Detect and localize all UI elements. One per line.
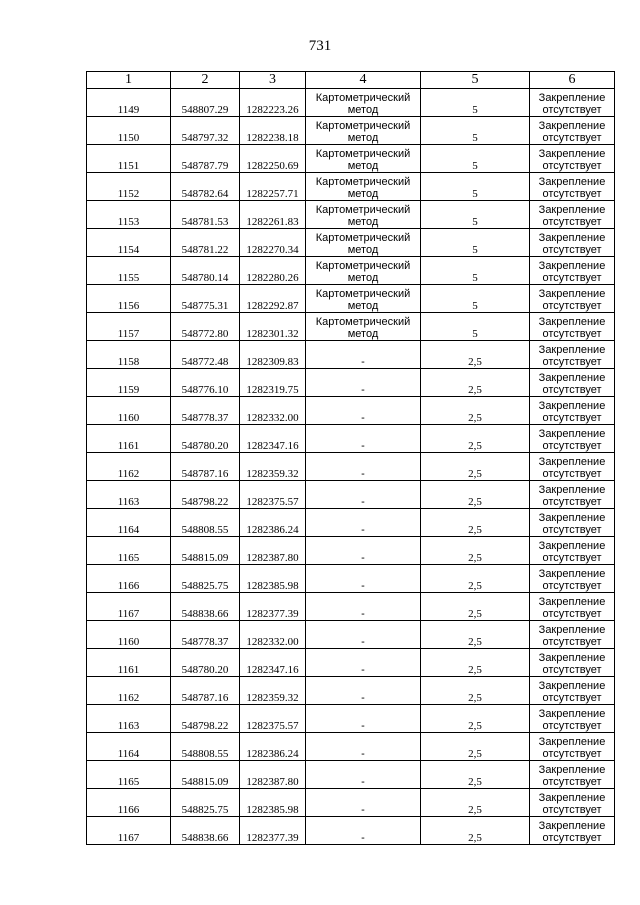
accuracy-cell: 2,5 [421, 817, 530, 845]
fixing-cell: Закрепление отсутствует [530, 649, 615, 677]
table-row [87, 649, 615, 677]
table-row [87, 313, 615, 341]
method-cell: - [306, 397, 421, 425]
method-cell: - [306, 369, 421, 397]
table-row [87, 257, 615, 285]
table-row [87, 173, 615, 201]
x-coordinate-cell: 548781.22 [171, 229, 240, 257]
x-coordinate-cell: 548798.22 [171, 705, 240, 733]
point-number-cell: 1162 [87, 453, 171, 481]
y-coordinate-cell: 1282257.71 [240, 173, 306, 201]
fixing-cell: Закрепление отсутствует [530, 705, 615, 733]
accuracy-cell: 2,5 [421, 733, 530, 761]
x-coordinate-cell: 548838.66 [171, 593, 240, 621]
y-coordinate-cell: 1282309.83 [240, 341, 306, 369]
accuracy-cell: 5 [421, 89, 530, 117]
fixing-cell: Закрепление отсутствует [530, 593, 615, 621]
x-coordinate-cell: 548838.66 [171, 817, 240, 845]
header-cell: 2 [171, 72, 240, 89]
y-coordinate-cell: 1282387.80 [240, 761, 306, 789]
x-coordinate-cell: 548775.31 [171, 285, 240, 313]
fixing-cell: Закрепление отсутствует [530, 369, 615, 397]
fixing-cell: Закрепление отсутствует [530, 565, 615, 593]
accuracy-cell: 2,5 [421, 341, 530, 369]
accuracy-cell: 5 [421, 257, 530, 285]
method-cell: - [306, 341, 421, 369]
table-row [87, 509, 615, 537]
y-coordinate-cell: 1282347.16 [240, 425, 306, 453]
y-coordinate-cell: 1282359.32 [240, 677, 306, 705]
y-coordinate-cell: 1282375.57 [240, 705, 306, 733]
accuracy-cell: 5 [421, 201, 530, 229]
x-coordinate-cell: 548778.37 [171, 621, 240, 649]
y-coordinate-cell: 1282385.98 [240, 565, 306, 593]
method-cell: - [306, 677, 421, 705]
y-coordinate-cell: 1282377.39 [240, 817, 306, 845]
y-coordinate-cell: 1282386.24 [240, 733, 306, 761]
fixing-cell: Закрепление отсутствует [530, 229, 615, 257]
x-coordinate-cell: 548781.53 [171, 201, 240, 229]
y-coordinate-cell: 1282319.75 [240, 369, 306, 397]
y-coordinate-cell: 1282238.18 [240, 117, 306, 145]
point-number-cell: 1161 [87, 649, 171, 677]
y-coordinate-cell: 1282387.80 [240, 537, 306, 565]
header-cell: 1 [87, 72, 171, 89]
method-cell: - [306, 761, 421, 789]
y-coordinate-cell: 1282386.24 [240, 509, 306, 537]
table-row [87, 229, 615, 257]
accuracy-cell: 2,5 [421, 425, 530, 453]
y-coordinate-cell: 1282377.39 [240, 593, 306, 621]
x-coordinate-cell: 548797.32 [171, 117, 240, 145]
fixing-cell: Закрепление отсутствует [530, 341, 615, 369]
x-coordinate-cell: 548780.20 [171, 649, 240, 677]
point-number-cell: 1165 [87, 761, 171, 789]
point-number-cell: 1160 [87, 397, 171, 425]
table-body [87, 89, 615, 845]
y-coordinate-cell: 1282250.69 [240, 145, 306, 173]
y-coordinate-cell: 1282301.32 [240, 313, 306, 341]
table-row [87, 565, 615, 593]
table-row [87, 593, 615, 621]
point-number-cell: 1164 [87, 733, 171, 761]
fixing-cell: Закрепление отсутствует [530, 677, 615, 705]
x-coordinate-cell: 548808.55 [171, 733, 240, 761]
x-coordinate-cell: 548798.22 [171, 481, 240, 509]
fixing-cell: Закрепление отсутствует [530, 481, 615, 509]
header-cell: 4 [306, 72, 421, 89]
page-number: 731 [308, 38, 332, 54]
accuracy-cell: 2,5 [421, 509, 530, 537]
x-coordinate-cell: 548772.48 [171, 341, 240, 369]
point-number-cell: 1161 [87, 425, 171, 453]
point-number-cell: 1166 [87, 789, 171, 817]
x-coordinate-cell: 548780.20 [171, 425, 240, 453]
method-cell: Картометрический метод [306, 89, 421, 117]
point-number-cell: 1150 [87, 117, 171, 145]
accuracy-cell: 2,5 [421, 789, 530, 817]
x-coordinate-cell: 548776.10 [171, 369, 240, 397]
table-row [87, 145, 615, 173]
y-coordinate-cell: 1282223.26 [240, 89, 306, 117]
table-row [87, 621, 615, 649]
table-row [87, 369, 615, 397]
point-number-cell: 1166 [87, 565, 171, 593]
x-coordinate-cell: 548782.64 [171, 173, 240, 201]
accuracy-cell: 2,5 [421, 621, 530, 649]
point-number-cell: 1151 [87, 145, 171, 173]
fixing-cell: Закрепление отсутствует [530, 733, 615, 761]
point-number-cell: 1167 [87, 593, 171, 621]
accuracy-cell: 5 [421, 117, 530, 145]
method-cell: Картометрический метод [306, 229, 421, 257]
y-coordinate-cell: 1282292.87 [240, 285, 306, 313]
method-cell: Картометрический метод [306, 257, 421, 285]
table-row [87, 397, 615, 425]
table-row [87, 341, 615, 369]
method-cell: - [306, 565, 421, 593]
fixing-cell: Закрепление отсутствует [530, 89, 615, 117]
method-cell: - [306, 509, 421, 537]
fixing-cell: Закрепление отсутствует [530, 397, 615, 425]
table-row [87, 537, 615, 565]
point-number-cell: 1153 [87, 201, 171, 229]
accuracy-cell: 5 [421, 173, 530, 201]
point-number-cell: 1163 [87, 481, 171, 509]
table-row [87, 89, 615, 117]
x-coordinate-cell: 548815.09 [171, 761, 240, 789]
fixing-cell: Закрепление отсутствует [530, 425, 615, 453]
point-number-cell: 1158 [87, 341, 171, 369]
fixing-cell: Закрепление отсутствует [530, 789, 615, 817]
method-cell: Картометрический метод [306, 145, 421, 173]
accuracy-cell: 2,5 [421, 565, 530, 593]
x-coordinate-cell: 548772.80 [171, 313, 240, 341]
header-cell: 5 [421, 72, 530, 89]
point-number-cell: 1159 [87, 369, 171, 397]
fixing-cell: Закрепление отсутствует [530, 285, 615, 313]
fixing-cell: Закрепление отсутствует [530, 201, 615, 229]
fixing-cell: Закрепление отсутствует [530, 313, 615, 341]
x-coordinate-cell: 548825.75 [171, 565, 240, 593]
method-cell: - [306, 705, 421, 733]
x-coordinate-cell: 548787.79 [171, 145, 240, 173]
x-coordinate-cell: 548787.16 [171, 677, 240, 705]
accuracy-cell: 2,5 [421, 537, 530, 565]
method-cell: - [306, 733, 421, 761]
table-row [87, 285, 615, 313]
fixing-cell: Закрепление отсутствует [530, 173, 615, 201]
point-number-cell: 1149 [87, 89, 171, 117]
point-number-cell: 1152 [87, 173, 171, 201]
header-cell: 6 [530, 72, 615, 89]
y-coordinate-cell: 1282332.00 [240, 397, 306, 425]
method-cell: Картометрический метод [306, 313, 421, 341]
point-number-cell: 1154 [87, 229, 171, 257]
fixing-cell: Закрепление отсутствует [530, 621, 615, 649]
x-coordinate-cell: 548780.14 [171, 257, 240, 285]
table-row [87, 481, 615, 509]
accuracy-cell: 2,5 [421, 705, 530, 733]
fixing-cell: Закрепление отсутствует [530, 537, 615, 565]
table-row [87, 201, 615, 229]
coordinates-table [86, 71, 615, 845]
point-number-cell: 1162 [87, 677, 171, 705]
y-coordinate-cell: 1282359.32 [240, 453, 306, 481]
method-cell: Картометрический метод [306, 201, 421, 229]
point-number-cell: 1156 [87, 285, 171, 313]
table-header-row [87, 72, 615, 89]
x-coordinate-cell: 548778.37 [171, 397, 240, 425]
fixing-cell: Закрепление отсутствует [530, 817, 615, 845]
method-cell: Картометрический метод [306, 117, 421, 145]
table-row [87, 425, 615, 453]
fixing-cell: Закрепление отсутствует [530, 453, 615, 481]
method-cell: - [306, 537, 421, 565]
accuracy-cell: 5 [421, 229, 530, 257]
fixing-cell: Закрепление отсутствует [530, 761, 615, 789]
x-coordinate-cell: 548807.29 [171, 89, 240, 117]
accuracy-cell: 2,5 [421, 397, 530, 425]
point-number-cell: 1157 [87, 313, 171, 341]
x-coordinate-cell: 548815.09 [171, 537, 240, 565]
point-number-cell: 1167 [87, 817, 171, 845]
fixing-cell: Закрепление отсутствует [530, 117, 615, 145]
point-number-cell: 1160 [87, 621, 171, 649]
accuracy-cell: 2,5 [421, 677, 530, 705]
accuracy-cell: 2,5 [421, 761, 530, 789]
y-coordinate-cell: 1282280.26 [240, 257, 306, 285]
y-coordinate-cell: 1282385.98 [240, 789, 306, 817]
method-cell: - [306, 789, 421, 817]
y-coordinate-cell: 1282375.57 [240, 481, 306, 509]
accuracy-cell: 2,5 [421, 453, 530, 481]
point-number-cell: 1163 [87, 705, 171, 733]
accuracy-cell: 2,5 [421, 649, 530, 677]
y-coordinate-cell: 1282332.00 [240, 621, 306, 649]
method-cell: - [306, 621, 421, 649]
accuracy-cell: 2,5 [421, 593, 530, 621]
point-number-cell: 1164 [87, 509, 171, 537]
header-cell: 3 [240, 72, 306, 89]
accuracy-cell: 2,5 [421, 481, 530, 509]
method-cell: Картометрический метод [306, 285, 421, 313]
table-row [87, 117, 615, 145]
accuracy-cell: 5 [421, 285, 530, 313]
method-cell: - [306, 425, 421, 453]
x-coordinate-cell: 548825.75 [171, 789, 240, 817]
table-row [87, 789, 615, 817]
point-number-cell: 1165 [87, 537, 171, 565]
accuracy-cell: 5 [421, 313, 530, 341]
x-coordinate-cell: 548808.55 [171, 509, 240, 537]
y-coordinate-cell: 1282270.34 [240, 229, 306, 257]
method-cell: - [306, 453, 421, 481]
method-cell: - [306, 649, 421, 677]
y-coordinate-cell: 1282261.83 [240, 201, 306, 229]
table-row [87, 677, 615, 705]
y-coordinate-cell: 1282347.16 [240, 649, 306, 677]
point-number-cell: 1155 [87, 257, 171, 285]
method-cell: Картометрический метод [306, 173, 421, 201]
table-row [87, 817, 615, 845]
fixing-cell: Закрепление отсутствует [530, 257, 615, 285]
table-row [87, 761, 615, 789]
accuracy-cell: 2,5 [421, 369, 530, 397]
x-coordinate-cell: 548787.16 [171, 453, 240, 481]
accuracy-cell: 5 [421, 145, 530, 173]
table-row [87, 705, 615, 733]
table-row [87, 733, 615, 761]
method-cell: - [306, 817, 421, 845]
method-cell: - [306, 593, 421, 621]
method-cell: - [306, 481, 421, 509]
fixing-cell: Закрепление отсутствует [530, 509, 615, 537]
fixing-cell: Закрепление отсутствует [530, 145, 615, 173]
table-row [87, 453, 615, 481]
